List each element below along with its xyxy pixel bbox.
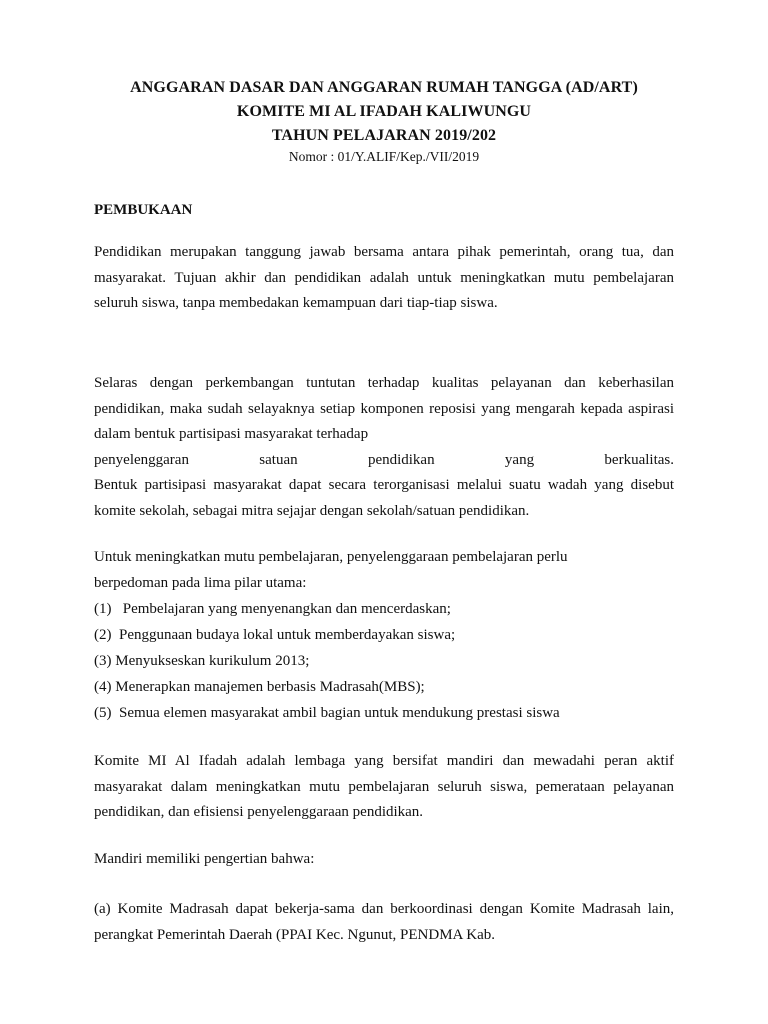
paragraph-mandiri: Mandiri memiliki pengertian bahwa:	[94, 851, 315, 867]
title-line-3: TAHUN PELAJARAN 2019/202	[271, 127, 497, 144]
list-item: (4) Menerapkan manajemen berbasis Madrasah(MBS);	[94, 679, 425, 695]
list-item: (3) Menyukseskan kurikulum 2013;	[94, 653, 310, 669]
paragraph-pilar-line-1: Untuk meningkatkan mutu pembelajaran, penyelenggaraan pembelajaran perlu	[94, 549, 568, 565]
list-item: (5) Semua elemen masyarakat ambil bagian untuk mendukung prestasi siswa	[94, 705, 560, 721]
section-heading-pembukaan: PEMBUKAAN	[94, 202, 193, 218]
spread-word: pendidikan	[367, 452, 435, 468]
spread-word: satuan	[259, 452, 298, 468]
spread-word: berkualitas.	[604, 452, 674, 468]
list-item: (2) Penggunaan budaya lokal untuk memberdayakan siswa;	[94, 627, 456, 643]
paragraph-item-a: (a) Komite Madrasah dapat bekerja-sama dan berkoordinasi dengan Komite Madrasah lain, perangkat Pemerintah Daerah (PPAI Kec. Ngunut, PENDMA Kab.	[94, 901, 674, 943]
spread-word: penyelenggaran	[94, 452, 189, 468]
paragraph-selaras-part1: Selaras dengan perkembangan tuntutan terhadap kualitas pelayanan dan keberhasilan pendidikan, maka sudah selayaknya setiap komponen reposisi yang mengarah kepada aspirasi dalam bentuk partisipasi masyarakat terhadap	[94, 375, 674, 442]
list-item: (1) Pembelajaran yang menyenangkan dan mencerdaskan;	[94, 601, 451, 617]
paragraph-komite: Komite MI Al Ifadah adalah lembaga yang bersifat mandiri dan mewadahi peran aktif masyarakat dalam meningkatkan mutu pembelajaran seluruh siswa, pemerataan pelayanan pendidikan, dan efisiensi penyelenggaraan pendidikan.	[94, 753, 674, 820]
title-line-1: ANGGARAN DASAR DAN ANGGARAN RUMAH TANGGA (AD/ART)	[130, 79, 638, 96]
document-number: Nomor : 01/Y.ALIF/Kep./VII/2019	[288, 149, 480, 164]
paragraph-selaras-part2: Bentuk partisipasi masyarakat dapat secara terorganisasi melalui suatu wadah yang disebut komite sekolah, sebagai mitra sejajar dengan sekolah/satuan pendidikan.	[94, 477, 674, 519]
paragraph-pilar-line-2: berpedoman pada lima pilar utama:	[94, 575, 307, 591]
paragraph-pendidikan: Pendidikan merupakan tanggung jawab bersama antara pihak pemerintah, orang tua, dan masyarakat. Tujuan akhir dan pendidikan adalah untuk meningkatkan mutu pembelajaran seluruh siswa, tanpa membedakan kemampuan dari tiap-tiap siswa.	[94, 244, 674, 311]
title-line-2: KOMITE MI AL IFADAH KALIWUNGU	[236, 103, 532, 120]
paragraph-selaras-spread-line	[94, 452, 674, 469]
spread-word: yang	[504, 452, 535, 468]
